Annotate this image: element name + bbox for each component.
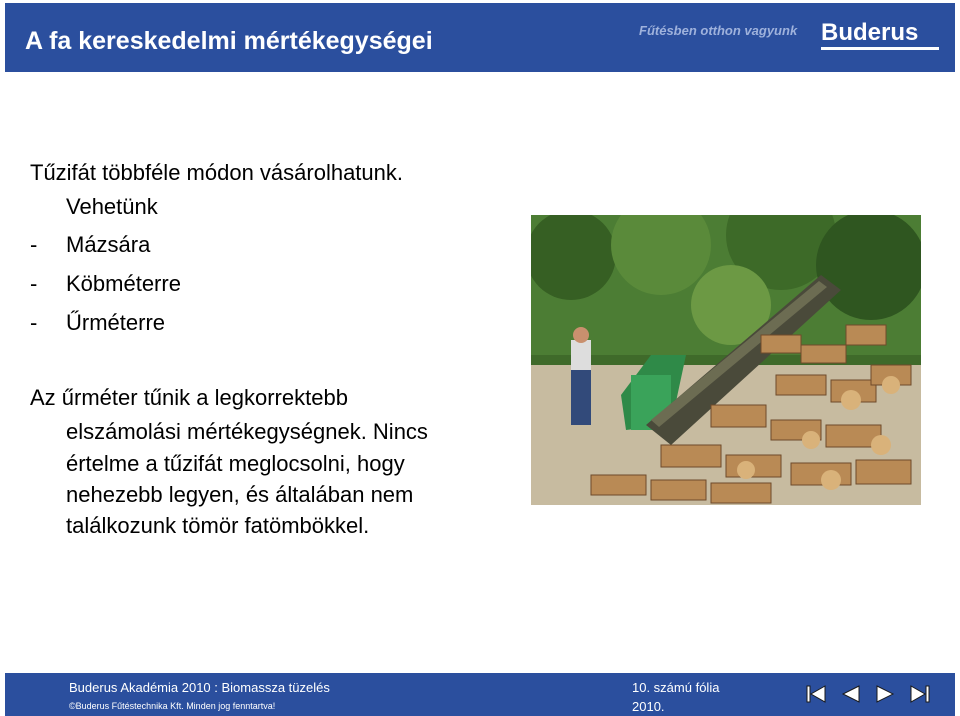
wood-pile-photo (531, 215, 921, 505)
previous-icon (839, 682, 863, 706)
paragraph-line: elszámolási mértékegységnek. Nincs (66, 419, 428, 444)
first-slide-button[interactable] (805, 682, 829, 706)
last-slide-button[interactable] (907, 682, 931, 706)
paragraph-line: értelme a tűzifát meglocsolni, hogy (66, 451, 405, 476)
next-icon (873, 682, 897, 706)
slide-number: 10. számú fólia (632, 680, 720, 695)
list-item: Mázsára (66, 232, 151, 257)
paragraph-line: Az űrméter tűnik a legkorrektebb (30, 385, 348, 410)
footer-copyright: ©Buderus Fűtéstechnika Kft. Minden jog fenntartva! (69, 701, 276, 711)
footer-year: 2010. (632, 699, 665, 714)
previous-slide-button[interactable] (839, 682, 863, 706)
logo-underline (821, 47, 939, 50)
slogan: Fűtésben otthon vagyunk (639, 23, 798, 38)
paragraph-line: nehezebb legyen, és általában nem (66, 482, 414, 507)
list-item: Űrméterre (66, 310, 166, 335)
header-bar (5, 3, 955, 72)
intro-text: Tűzifát többféle módon vásárolhatunk. (30, 160, 404, 185)
buderus-logo (817, 19, 943, 51)
list-dash: - (30, 310, 38, 335)
slide-title: A fa kereskedelmi mértékegységei (25, 27, 433, 55)
list-dash: - (30, 232, 38, 257)
logo-text: Buderus (821, 19, 919, 46)
footer-academy: Buderus Akadémia 2010 : Biomassza tüzelés (69, 680, 330, 695)
photo-illustration (531, 215, 921, 505)
intro-text-2: Vehetünk (66, 194, 158, 219)
first-icon (805, 682, 829, 706)
paragraph-line: találkozunk tömör fatömbökkel. (66, 513, 370, 538)
list-dash: - (30, 271, 38, 296)
last-icon (907, 682, 931, 706)
next-slide-button[interactable] (873, 682, 897, 706)
list-item: Köbméterre (66, 271, 181, 296)
